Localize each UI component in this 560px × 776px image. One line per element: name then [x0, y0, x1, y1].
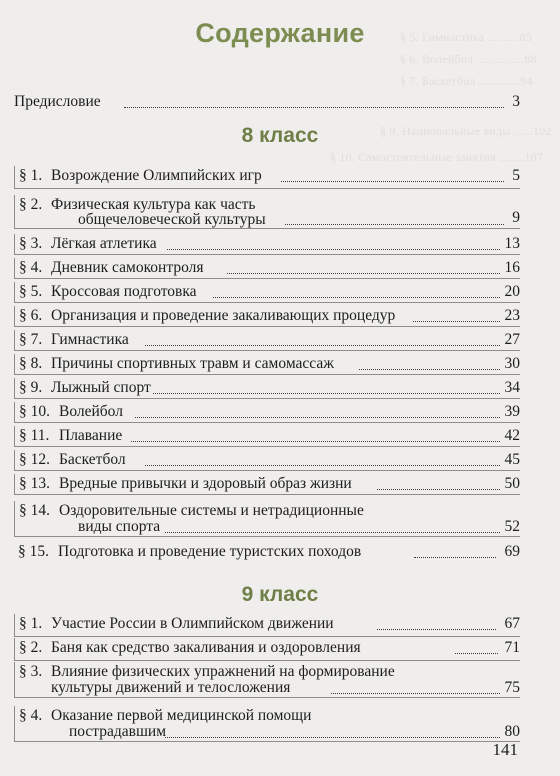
entry-title: Подготовка и проведение туристских походов [58, 543, 362, 560]
entry-title: Организация и проведение закаливающих процедур [51, 307, 396, 324]
entry-page: 80 [504, 723, 520, 740]
entry-title: Волейбол [59, 403, 123, 420]
toc-entry[interactable] [14, 354, 520, 375]
dot-leader [145, 345, 500, 346]
entry-number: § 1. [19, 167, 43, 184]
entry-title: Баскетбол [59, 451, 126, 468]
entry-page: 71 [504, 639, 520, 656]
entry-page: 9 [512, 209, 520, 226]
toc-entry[interactable] [14, 282, 520, 303]
entry-number: § 3. [19, 235, 43, 252]
entry-number: § 10. [19, 403, 50, 420]
section-heading-8: 8 класс [241, 124, 319, 147]
entry-number: § 4. [19, 707, 43, 724]
entry-number: § 12. [19, 451, 50, 468]
dot-leader [359, 369, 500, 370]
toc-entry[interactable] [14, 330, 520, 351]
dot-leader [131, 441, 500, 442]
toc-entry[interactable] [14, 450, 520, 471]
entry-number: § 5. [19, 283, 43, 300]
entry-title: Лёгкая атлетика [51, 235, 157, 252]
bleed-through: § 9. Национальные виды ......102 [380, 124, 552, 138]
entry-number: § 1. [19, 615, 43, 632]
entry-page: 39 [504, 403, 520, 420]
entry-page: 75 [504, 679, 520, 696]
page-title: Содержание [195, 18, 365, 48]
bleed-through: § 10. Самостоятельные занятия ........107 [330, 150, 544, 164]
toc-entry[interactable] [14, 638, 520, 661]
entry-title: Физическая культура как часть [51, 196, 256, 213]
toc-entry[interactable] [14, 706, 520, 742]
dot-leader [377, 629, 496, 630]
dot-leader [413, 321, 500, 322]
entry-page: 27 [504, 331, 520, 348]
toc-entry[interactable] [14, 474, 520, 495]
toc-entry[interactable] [14, 501, 520, 537]
entry-title-line2: пострадавшим [69, 723, 167, 740]
entry-title: Возрождение Олимпийских игр [51, 167, 262, 184]
entry-title-line2: виды спорта [78, 518, 161, 535]
dot-leader [145, 465, 500, 466]
bleed-through: § 7. Баскетбол .............94 [400, 74, 533, 88]
entry-title: Участие России в Олимпийском движении [51, 615, 334, 632]
entry-title: Плавание [59, 427, 123, 444]
toc-entry[interactable] [14, 234, 520, 255]
toc-entry[interactable] [14, 614, 520, 637]
dot-leader [167, 249, 500, 250]
dot-leader [377, 489, 500, 490]
entry-title: Вредные привычки и здоровый образ жизни [59, 475, 352, 492]
entry-number: § 9. [19, 379, 43, 396]
entry-title: Оказание первой медицинской помощи [51, 707, 312, 724]
dot-leader [124, 107, 504, 108]
toc-entry[interactable] [14, 542, 520, 562]
dot-leader [227, 273, 500, 274]
entry-number: § 2. [19, 196, 43, 213]
entry-title: Причины спортивных травм и самомассаж [51, 355, 334, 372]
entry-number: § 3. [19, 663, 43, 680]
page-number: 141 [492, 740, 518, 759]
entry-page: 69 [504, 543, 520, 560]
entry-title: Оздоровительные системы и нетрадиционные [59, 502, 364, 519]
entry-page: 30 [504, 355, 520, 372]
entry-page: 52 [504, 518, 520, 535]
toc-entry[interactable] [14, 306, 520, 327]
entry-title: Дневник самоконтроля [51, 259, 204, 276]
bleed-through: § 5. Гимнастика ..........85 [400, 30, 532, 44]
toc-entry[interactable] [14, 378, 520, 399]
toc-entry[interactable] [14, 426, 520, 447]
entry-title: Влияние физических упражнений на формирование [51, 663, 395, 680]
entry-title: Кроссовая подготовка [51, 283, 197, 300]
toc-entry[interactable] [14, 195, 520, 229]
dot-leader [135, 417, 500, 418]
entry-page: 20 [504, 283, 520, 300]
dot-leader [213, 297, 500, 298]
entry-label: Предисловие [14, 93, 101, 110]
toc-entry[interactable] [14, 166, 520, 189]
entry-number: § 14. [19, 502, 50, 519]
section-heading-9: 9 класс [241, 583, 319, 606]
entry-page: 45 [504, 451, 520, 468]
entry-page: 3 [512, 93, 520, 110]
entry-page: 13 [504, 235, 520, 252]
dot-leader [331, 693, 500, 694]
dot-leader [414, 557, 496, 558]
entry-page: 5 [512, 167, 520, 184]
entry-title: Лыжный спорт [51, 379, 151, 396]
entry-title: Баня как средство закаливания и оздоровления [51, 639, 361, 656]
entry-title: Гимнастика [51, 331, 129, 348]
dot-leader [455, 653, 498, 654]
dot-leader [165, 737, 500, 738]
dot-leader [281, 181, 504, 182]
entry-page: 23 [504, 307, 520, 324]
entry-number: § 6. [19, 307, 43, 324]
dot-leader [285, 224, 504, 225]
toc-entry[interactable] [14, 258, 520, 279]
entry-number: § 4. [19, 259, 43, 276]
entry-number: § 15. [18, 543, 49, 560]
entry-page: 50 [504, 475, 520, 492]
entry-title-line2: общечеловеческой культуры [78, 211, 266, 228]
dot-leader [165, 532, 500, 533]
entry-number: § 7. [19, 331, 43, 348]
entry-number: § 11. [19, 427, 50, 444]
entry-number: § 2. [19, 639, 43, 656]
entry-page: 67 [504, 615, 520, 632]
toc-entry-preface[interactable] [14, 92, 520, 112]
dot-leader [153, 393, 500, 394]
toc-entry[interactable] [14, 662, 520, 698]
entry-page: 42 [504, 427, 520, 444]
toc-entry[interactable] [14, 402, 520, 423]
entry-number: § 8. [19, 355, 43, 372]
entry-title-line2: культуры движений и телосложения [51, 679, 291, 696]
bleed-through: § 6. Волейбол ...............88 [400, 52, 537, 66]
entry-page: 34 [504, 379, 520, 396]
entry-page: 16 [504, 259, 520, 276]
entry-number: § 13. [19, 475, 50, 492]
